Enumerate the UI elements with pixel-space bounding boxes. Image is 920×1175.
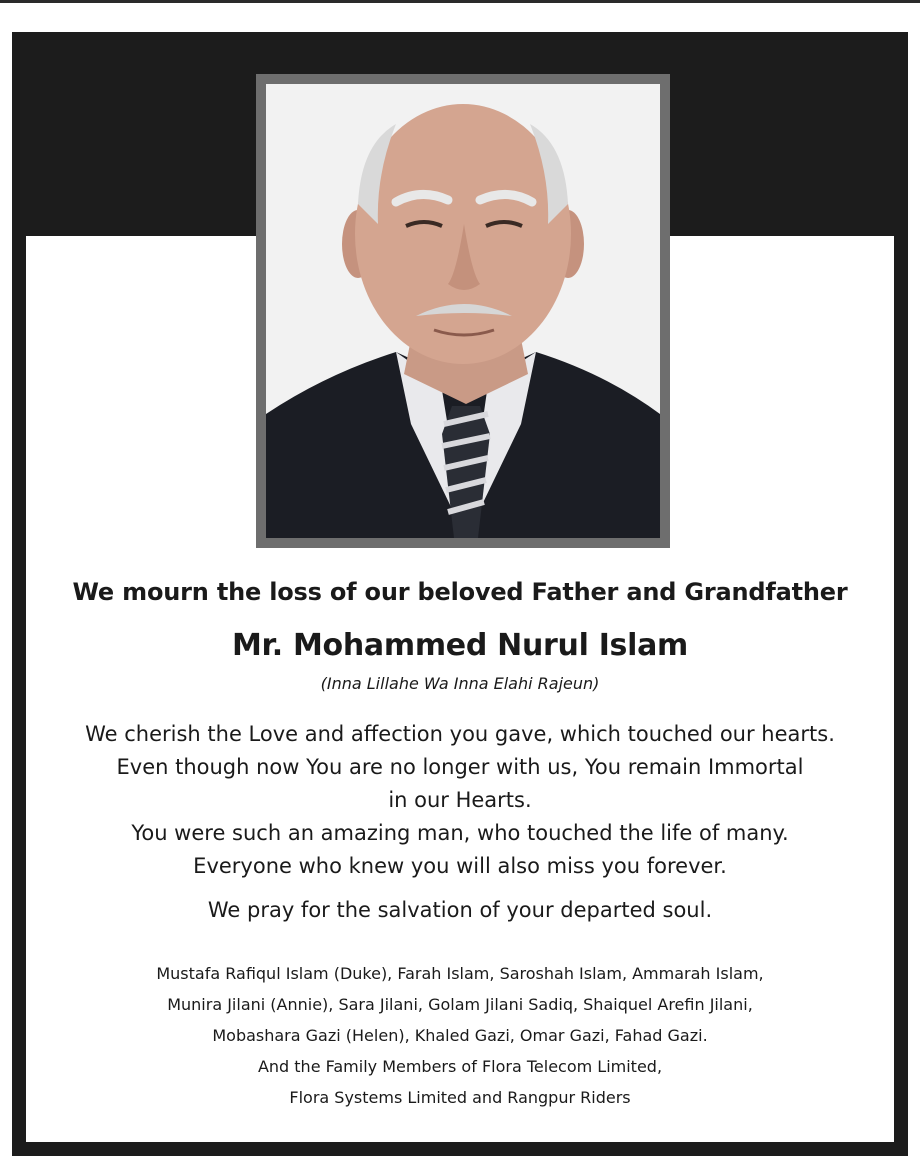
tribute-line: We cherish the Love and affection you gave, which touched our hearts. (85, 722, 835, 746)
bottom-strip (0, 1160, 920, 1175)
mourning-heading: We mourn the loss of our beloved Father and Grandfather (72, 578, 848, 606)
family-line: Mustafa Rafiqul Islam (Duke), Farah Islam, Saroshah Islam, Ammarah Islam, (156, 964, 764, 983)
top-rule (0, 0, 920, 3)
family-list (26, 958, 894, 1113)
family-line: And the Family Members of Flora Telecom Limited, (257, 1057, 663, 1076)
family-line: Mobashara Gazi (Helen), Khaled Gazi, Omar Gazi, Fahad Gazi. (212, 1026, 708, 1045)
deceased-name: Mr. Mohammed Nurul Islam (231, 628, 688, 663)
prayer-text: (Inna Lillahe Wa Inna Elahi Rajeun) (320, 674, 600, 693)
tribute-line: Even though now You are no longer with us, You remain Immortal (116, 755, 804, 779)
tribute-text (26, 718, 894, 883)
portrait-photo (266, 84, 660, 538)
salvation-prayer: We pray for the salvation of your departed soul. (207, 898, 713, 922)
tribute-line: in our Hearts. (388, 788, 532, 812)
family-line: Munira Jilani (Annie), Sara Jilani, Golam Jilani Sadiq, Shaiquel Arefin Jilani, (167, 995, 753, 1014)
portrait-illustration (266, 84, 660, 538)
family-line: Flora Systems Limited and Rangpur Riders (289, 1088, 631, 1107)
tribute-line: Everyone who knew you will also miss you forever. (193, 854, 727, 878)
tribute-line: You were such an amazing man, who touched the life of many. (131, 821, 789, 845)
